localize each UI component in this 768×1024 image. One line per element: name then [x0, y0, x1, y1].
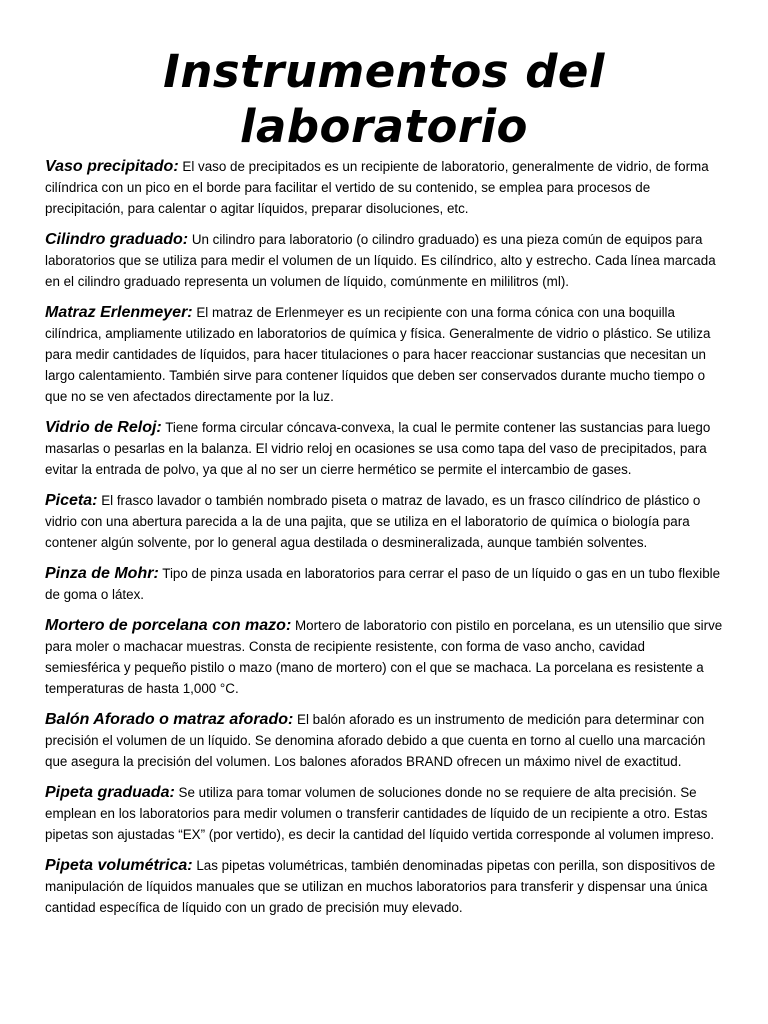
entry-term: Vaso precipitado:: [45, 158, 179, 175]
entry-pipeta-graduada: [45, 782, 723, 845]
entry-vaso-precipitado: [45, 156, 723, 219]
entry-text: El matraz de Erlenmeyer es un recipiente con una forma cónica con una boquilla cilíndrica, ampliamente utilizado en laboratorios de química y física. Generalmente de vidrio o plástico. Se utiliza para medir cantidades de líquidos, para hacer titulaciones o para hacer reaccionar sustancias que necesitan un largo calentamiento. También sirve para contener líquidos que deben ser conservados durante mucho tiempo o que no se ven afectados directamente por la luz.: [45, 305, 711, 404]
entry-text: Tiene forma circular cóncava-convexa, la cual le permite contener las sustancias para luego masarlas o pesarlas en la balanza. El vidrio reloj en ocasiones se usa como tapa del vaso de precipitados, para evitar la entrada de polvo, ya que al no ser un cierre hermético se permite el intercambio de gases.: [45, 420, 711, 477]
entry-text: Un cilindro para laboratorio (o cilindro graduado) es una pieza común de equipos para laboratorios que se utiliza para medir el volumen de un líquido. Es cilíndrico, alto y estrecho. Cada línea marcada en el cilindro graduado representa un volumen de líquido, comúnmente en mililitros (ml).: [45, 232, 716, 289]
entry-term: Vidrio de Reloj:: [45, 419, 162, 436]
page-title: Instrumentos del laboratorio: [163, 45, 605, 153]
entry-text: El frasco lavador o también nombrado piseta o matraz de lavado, es un frasco cilíndrico de plástico o vidrio con una abertura parecida a la de una pajita, que se utiliza en el laboratorio de química o biología para contener algún solvente, por lo general agua destilada o desmineralizada, aunque también solventes.: [45, 493, 701, 550]
entry-term: Pinza de Mohr:: [45, 565, 159, 582]
entry-vidrio-de-reloj: [45, 417, 723, 480]
entry-pinza-de-mohr: [45, 563, 723, 605]
document-page: [45, 44, 723, 928]
entry-text: Se utiliza para tomar volumen de soluciones donde no se requiere de alta precisión. Se emplean en los laboratorios para medir volumen o transferir cantidades de líquido de un recipiente a otro. Estas pipetas son ajustadas “EX” (por vertido), es decir la cantidad del líquido vertida corresponde al volumen impreso.: [45, 785, 715, 842]
entry-text: Mortero de laboratorio con pistilo en porcelana, es un utensilio que sirve para moler o machacar muestras. Consta de recipiente resistente, con forma de vaso ancho, cavidad semiesférica y pequeño pistilo o mazo (mano de mortero) con el que se machaca. La porcelana es resistente a temperaturas de hasta 1,000 °C.: [45, 618, 723, 696]
entry-term: Piceta:: [45, 492, 98, 509]
entry-term: Balón Aforado o matraz aforado:: [45, 711, 294, 728]
entry-term: Pipeta graduada:: [45, 784, 175, 801]
entry-piceta: [45, 490, 723, 553]
entry-balon-aforado: [45, 709, 723, 772]
entry-matraz-erlenmeyer: [45, 302, 723, 407]
entry-pipeta-volumetrica: [45, 855, 723, 918]
entry-mortero-de-porcelana: [45, 615, 723, 699]
entry-text: El vaso de precipitados es un recipiente de laboratorio, generalmente de vidrio, de forma cilíndrica con un pico en el borde para facilitar el vertido de su contenido, se emplea para procesos de precipitación, para calentar o agitar líquidos, preparar disoluciones, etc.: [45, 159, 709, 216]
entry-term: Pipeta volumétrica:: [45, 857, 193, 874]
entry-term: Mortero de porcelana con mazo:: [45, 617, 292, 634]
entry-cilindro-graduado: [45, 229, 723, 292]
entry-text: El balón aforado es un instrumento de medición para determinar con precisión el volumen de un líquido. Se denomina aforado debido a que cuenta en torno al cuello una marcación que asegura la precisión del volumen. Los balones aforados BRAND ofrecen un máximo nivel de exactitud.: [45, 712, 706, 769]
entry-text: Las pipetas volumétricas, también denominadas pipetas con perilla, son dispositivos de manipulación de líquidos manuales que se utilizan en muchos laboratorios para transferir y dispensar una única cantidad específica de líquido con un grado de precisión muy elevado.: [45, 858, 716, 915]
entry-term: Matraz Erlenmeyer:: [45, 304, 193, 321]
entry-text: Tipo de pinza usada en laboratorios para cerrar el paso de un líquido o gas en un tubo flexible de goma o látex.: [45, 566, 721, 602]
entry-term: Cilindro graduado:: [45, 231, 189, 248]
